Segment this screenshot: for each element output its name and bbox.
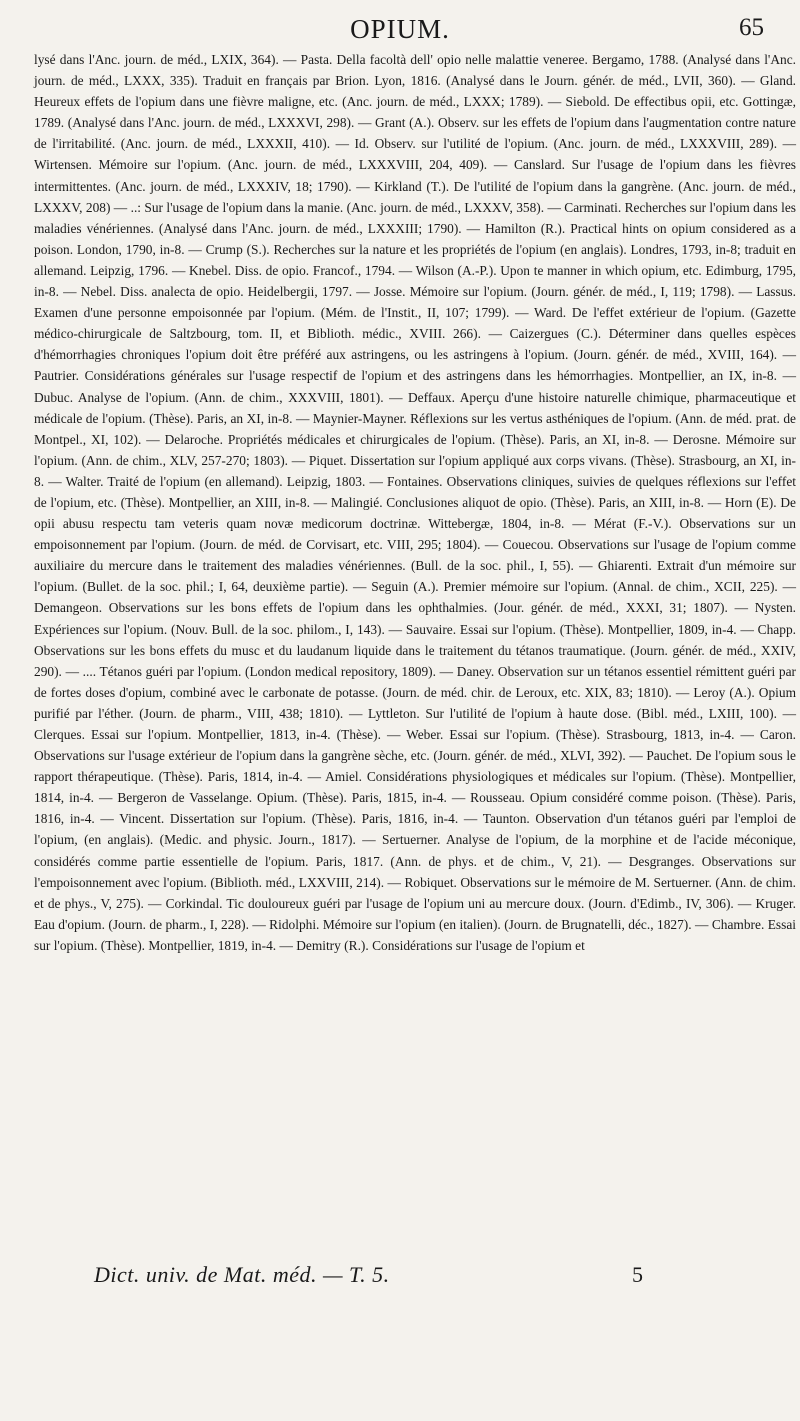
bibliography-paragraph: lysé dans l'Anc. journ. de méd., LXIX, 364). — Pasta. Della facoltà dell' opio nelle malattie veneree. Bergamo, 1788. (Analysé dans l'Anc. journ. de méd., LXXX, 335). Traduit en français par Brion. Lyon, 1816. (Analysé dans le Journ. génér. de méd., LVII, 360). — Gland. Heureux effets de l'opium dans une fièvre maligne, etc. (Anc. journ. de méd., LXXX; 1789). — Siebold. De effectibus opii, etc. Gottingæ, 1789. (Analysé dans l'Anc. journ. de méd., LXXXVI, 298). — Grant (A.). Observ. sur les effets de l'opium dans l'augmentation contre nature de l'irritabilité. (Anc. journ. de méd., LXXXII, 410). — Id. Observ. sur l'utilité de l'opium. (Anc. journ. de méd., LXXXVIII, 289). — Wirtensen. Mémoire sur l'opium. (Anc. journ. de méd., LXXXVIII, 204, 409). — Canslard. Sur l'usage de l'opium dans les fièvres intermittentes. (Anc. journ. de méd., LXXXIV, 18; 1790). — Kirkland (T.). De l'utilité de l'opium dans la gangrène. (Anc. journ. de méd., LXXXV, 208) — ..: Sur l'usage de l'opium dans la manie. (Anc. journ. de méd., LXXXV, 358). — Carminati. Recherches sur l'opium dans les maladies vénériennes. (Analysé dans l'Anc. journ. de méd., LXXXIII; 1790). — Hamilton (R.). Practical hints on opium considered as a poison. London, 1790, in-8. — Crump (S.). Recherches sur la nature et les propriétés de l'opium (en anglais). Londres, 1793, in-8; traduit en allemand. Leipzig, 1796. — Knebel. Diss. de opio. Francof., 1794. — Wilson (A.-P.). Upon te manner in which opium, etc. Edimburg, 1795, in-8. — Nebel. Diss. analecta de opio. Heidelbergii, 1797. — Josse. Mémoire sur l'opium. (Journ. génér. de méd., I, 119; 1798). — Lassus. Examen d'une personne empoisonnée par l'opium. (Mém. de l'Instit., II, 107; 1799). — Ward. De l'effet extérieur de l'opium. (Gazette médico-chirurgicale de Saltzbourg, tom. II, et Biblioth. médic., XVIII. 266). — Caizergues (C.). Déterminer dans quelles espèces d'hémorrhagies chroniques l'opium doit être préféré aux astringens, ou les astringens à l'opium. (Journ. génér. de méd., XVIII, 164). — Pautrier. Considérations générales sur l'usage respectif de l'opium et des astringens dans les hémorrhagies. Montpellier, an IX, in-8. — Dubuc. Analyse de l'opium. (Ann. de chim., XXXVIII, 1801). — Deffaux. Aperçu d'une histoire naturelle chimique, pharmaceutique et médicale de l'opium. (Thèse). Paris, an XI, in-8. — Maynier-Mayner. Réflexions sur les vertus asthéniques de l'opium. (Ann. de méd. prat. de Montpel., XI, 102). — Delaroche. Propriétés médicales et chirurgicales de l'opium. (Thèse). Paris, an XI, in-8. — Derosne. Mémoire sur l'opium. (Ann. de chim., XLV, 257-270; 1803). — Piquet. Dissertation sur l'opium appliqué aux corps vivans. (Thèse). Strasbourg, an XI, in-8. — Walter. Traité de l'opium (en allemand). Leipzig, 1803. — Fontaines. Observations cliniques, suivies de quelques réflexions sur l'effet de l'opium, etc. (Thèse). Montpellier, an XIII, in-8. — Malingié. Conclusiones aliquot de opio. (Thèse). Paris, an XIII, in-8. — Horn (E). De opii abusu respectu tam veteris quam novæ medicorum doctrinæ. Wittebergæ, 1804, in-8. — Mérat (F.-V.). Observations sur un empoisonnement par l'opium. (Journ. de méd. de Corvisart, etc. VIII, 295; 1804). — Couecou. Observations sur l'usage de l'opium comme auxiliaire du mercure dans le traitement des maladies vénériennes. (Bull. de la soc. phil., I, 55). — Ghiarenti. Extrait d'un mémoire sur l'opium. (Bullet. de la soc. phil.; I, 64, deuxième partie). — Seguin (A.). Premier mémoire sur l'opium. (Annal. de chim., XCII, 225). — Demangeon. Observations sur les bons effets de l'opium dans les ophthalmies. (Jour. génér. de méd., XXXI, 31; 1807). — Nysten. Expériences sur l'opium. (Nouv. Bull. de la soc. philom., I, 143). — Sauvaire. Essai sur l'opium. (Thèse). Montpellier, 1809, in-4. — Chapp. Observations sur les bons effets du musc et du laudanum liquide dans le traitement du tétanos traumatique. (Journ. génér. de méd., XXIV, 290). — .... Tétanos guéri par l'opium. (London medical repository, 1809). — Daney. Observation sur un tétanos essentiel rémittent guéri par de fortes doses d'opium, combiné avec le carbonate de potasse. (Journ. de méd. chir. de Leroux, etc. XIX, 83; 1810). — Leroy (A.). Opium purifié par l'éther. (Journ. de pharm., VIII, 438; 1810). — Lyttleton. Sur l'utilité de l'opium à haute dose. (Bibl. méd., LXIII, 100). — Clerques. Essai sur l'opium. Montpellier, 1813, in-4. (Thèse). — Weber. Essai sur l'opium. (Thèse). Strasbourg, 1813, in-4. — Caron. Observations sur l'usage extérieur de l'opium dans la gangrène sèche, etc. (Journ. génér. de méd., XLVI, 392). — Pauchet. De l'opium sous le rapport thérapeutique. (Thèse). Paris, 1814, in-4. — Amiel. Considérations physiologiques et médicales sur l'opium. (Thèse). Montpellier, 1814, in-4. — Bergeron de Vasselange. Opium. (Thèse). Paris, 1815, in-4. — Rousseau. Opium considéré comme poison. (Thèse). Paris, 1816, in-4. — Vincent. Dissertation sur l'opium. (Thèse). Paris, 1816, in-4. — Taunton. Observation d'un tétanos guéri par l'emploi de l'opium, (en anglais). (Medic. and physic. Journ., 1817). — Sertuerner. Analyse de l'opium, de la morphine et de l'acide méconique, considérés comme partie essentielle de l'opium. Paris, 1817. (Ann. de phys. et de chim., V, 21). — Desgranges. Observations sur l'empoisonnement avec l'opium. (Biblioth. méd., LXXVIII, 214). — Robiquet. Observations sur le mémoire de M. Sertuerner. (Ann. de chim. et de phys., V, 275). — Corkindal. Tic douloureux guéri par l'usage de l'opium uni au mercure doux. (Journ. d'Edimb., IV, 306). — Kruger. Eau d'opium. (Journ. de pharm., I, 228). — Ridolphi. Mémoire sur l'opium (en italien). (Journ. de Brugnatelli, déc., 1827). — Chambre. Essai sur l'opium. (Thèse). Montpellier, 1819, in-4. — Demitry (R.). Considérations sur l'usage de l'opium et: [34, 52, 796, 953]
page-number: 65: [739, 14, 764, 41]
bibliography-text: [34, 49, 796, 956]
signature-mark: Dict. univ. de Mat. méd. — T. 5.: [94, 1262, 390, 1287]
signature-number: 5: [632, 1262, 643, 1287]
running-title: OPIUM.: [350, 14, 450, 44]
page-header: [0, 14, 800, 50]
page-footer: [0, 1262, 800, 1298]
